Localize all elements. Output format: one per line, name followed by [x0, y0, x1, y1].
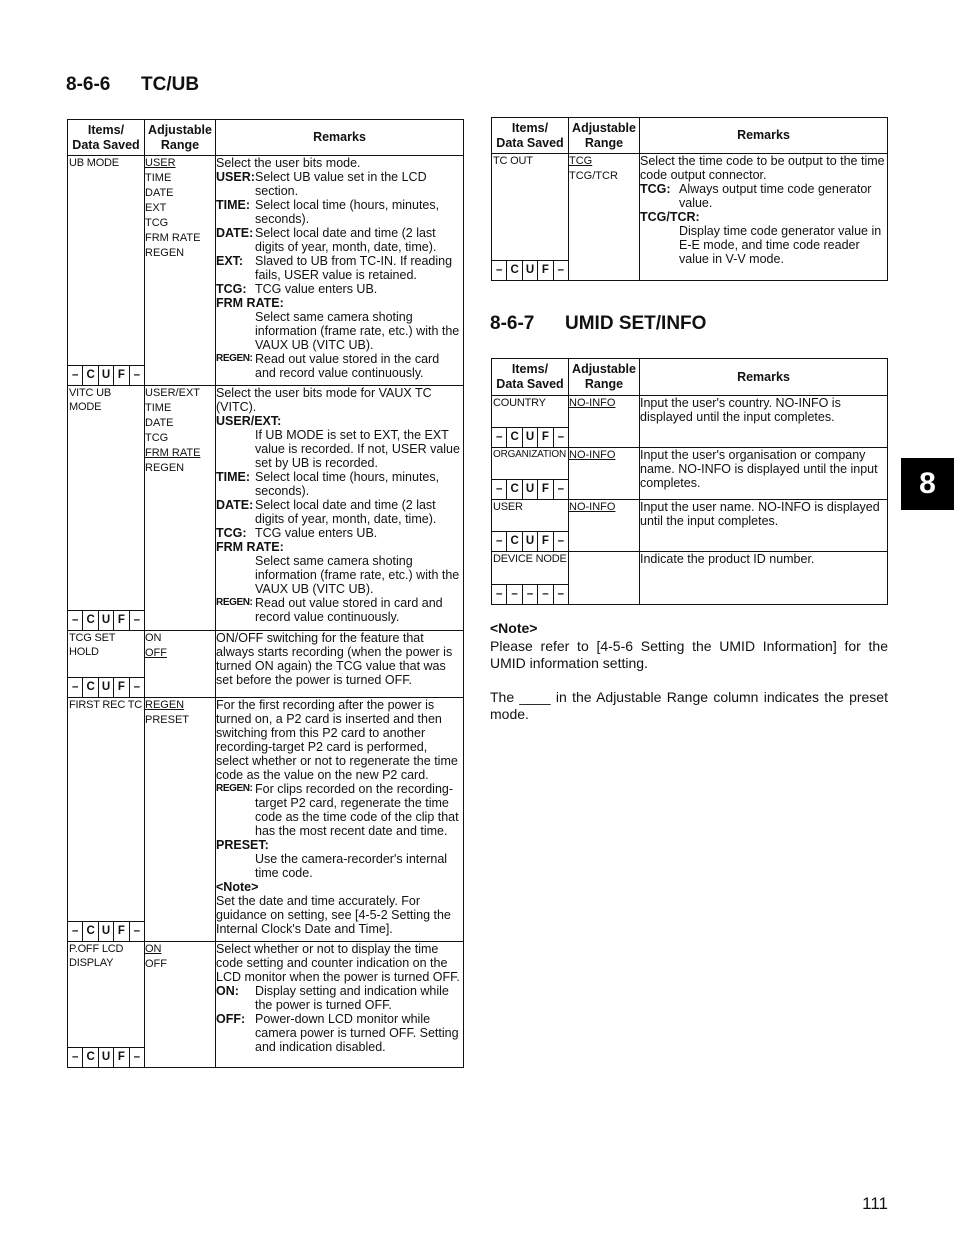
item-organization: ORGANIZATION — [493, 449, 566, 460]
item-vitc-ub-mode: VITC UB MODE — [69, 387, 111, 413]
cuf-indicator: – C U F – — [492, 531, 568, 551]
range-cell: NO-INFO — [569, 448, 640, 500]
table-row — [68, 698, 464, 942]
remarks-cell: Select whether or not to display the time code setting and counter indication on the LCD monitor when the power is turned OFF. ON: Display setting and indication while the power is turned OFF. OFF: Power-down LCD monitor while camera power is turned OFF. Setting and indication disabled. — [216, 942, 464, 1068]
header-items: Items/ Data Saved — [492, 359, 569, 396]
remarks-cell: Select the user bits mode for VAUX TC (VITC). USER/EXT: If UB MODE is set to EXT, the EXT value is recorded. If not, USER value set by UB is recorded. TIME: Select local time (hours, minutes, seconds). DATE: Select local date and time (2 last digits of year, month, date, time). TCG: TCG value enters UB. FRM RATE: Select same camera shoting information (frame rate, etc.) with the VAUX UB (VITC UB). REGEN: Read out value stored in card and record value continuously. — [216, 386, 464, 631]
table-row — [68, 631, 464, 698]
table-row — [492, 500, 888, 552]
range-cell: NO-INFO — [569, 500, 640, 552]
header-items: Items/ Data Saved — [492, 118, 569, 154]
range-cell: USER/EXT TIME DATE TCG FRM RATE REGEN — [145, 386, 216, 631]
item-cell — [68, 386, 145, 631]
header-remarks: Remarks — [216, 120, 464, 156]
cuf-indicator: – – – – – — [492, 584, 568, 604]
remarks-cell: Input the user name. NO-INFO is displayed until the input completes. — [640, 500, 888, 552]
header-remarks: Remarks — [640, 359, 888, 396]
item-tc-out: TC OUT — [493, 155, 533, 167]
note-block — [490, 620, 888, 723]
remarks-cell: For the first recording after the power is turned on, a P2 card is inserted and then switching from this P2 card to another recording-target P2 card is performed, select whether or not to regenerate the time code as the value on the new P2 card. REGEN: For clips recorded on the recording-target P2 card, regenerate the time code as the time code of the clip that has the most recent date and time. PRESET: Use the camera-recorder's internal time code. <Note> Set the date and time accurately. For guidance on setting, see [4-5-2 Setting the Internal Clock's Date and Time]. — [216, 698, 464, 942]
item-cell — [68, 631, 145, 698]
table-row — [492, 552, 888, 605]
cuf-indicator: – C U F – — [68, 921, 144, 941]
remarks-cell: Select the user bits mode. USER: Select UB value set in the LCD section. TIME: Select local time (hours, minutes, seconds). DATE: Select local date and time (2 last digits of year, month, date, time). EXT: Slaved to UB from TC-IN. If reading fails, USER value is retained. TCG: TCG value enters UB. FRM RATE: Select same camera shoting information (frame rate, etc.) with the VAUX UB (VITC UB). REGEN: Read out value stored in the card and record value continuously. — [216, 156, 464, 386]
remarks-cell: ON/OFF switching for the feature that always starts recording (when the power is turned ON again) the TCG value that was set before the power is turned OFF. — [216, 631, 464, 698]
header-range: Adjustable Range — [569, 118, 640, 154]
range-cell: ON OFF — [145, 942, 216, 1068]
table-row — [68, 156, 464, 386]
table-row — [492, 448, 888, 500]
remarks-cell: Select the time code to be output to the time code output connector. TCG: Always output time code generator value. TCG/TCR: Display time code generator value in E-E mode, and time code reader value in V-V mode. — [640, 154, 888, 281]
cuf-indicator: – C U F – — [492, 479, 568, 499]
table-header-row — [492, 118, 888, 154]
range-cell — [569, 552, 640, 605]
remarks-cell: Indicate the product ID number. — [640, 552, 888, 605]
table-row — [68, 942, 464, 1068]
item-ub-mode: UB MODE — [69, 157, 119, 169]
header-range: Adjustable Range — [145, 120, 216, 156]
cuf-indicator: – C U F – — [68, 365, 144, 385]
table-row — [492, 154, 888, 281]
section-heading-umid: 8-6-7 UMID SET/INFO — [490, 313, 707, 334]
cuf-indicator: – C U F – — [68, 610, 144, 630]
item-device-node: DEVICE NODE — [493, 553, 567, 565]
item-cell — [68, 942, 145, 1068]
item-cell — [492, 500, 569, 552]
section-heading-tcub: 8-6-6 TC/UB — [66, 74, 200, 95]
item-user: USER — [493, 501, 523, 513]
table-header-row — [492, 359, 888, 396]
note-paragraph-preset: The ____ in the Adjustable Range column indicates the preset mode. — [490, 689, 888, 722]
item-cell — [68, 698, 145, 942]
range-cell: REGEN PRESET — [145, 698, 216, 942]
chapter-tab: 8 — [901, 458, 954, 510]
table-header-row — [68, 120, 464, 156]
cuf-indicator: – C U F – — [492, 427, 568, 447]
item-first-rec-tc: FIRST REC TC — [69, 699, 142, 711]
header-remarks: Remarks — [640, 118, 888, 154]
range-cell: NO-INFO — [569, 396, 640, 448]
cuf-indicator: – C U F – — [68, 1047, 144, 1067]
item-cell — [492, 552, 569, 605]
cuf-indicator: – C U F – — [68, 677, 144, 697]
item-country: COUNTRY — [493, 397, 546, 409]
range-cell: ON OFF — [145, 631, 216, 698]
tcub-table — [67, 119, 464, 1068]
item-cell — [492, 396, 569, 448]
range-cell: TCG TCG/TCR — [569, 154, 640, 281]
note-paragraph-umid: Please refer to [4-5-6 Setting the UMID Information] for the UMID information setting. — [490, 638, 888, 671]
table-row — [492, 396, 888, 448]
item-tcg-set-hold: TCG SET HOLD — [69, 632, 116, 658]
header-range: Adjustable Range — [569, 359, 640, 396]
remarks-cell: Input the user's organisation or company name. NO-INFO is displayed until the input completes. — [640, 448, 888, 500]
item-cell — [68, 156, 145, 386]
umid-table — [491, 358, 888, 605]
remarks-cell: Input the user's country. NO-INFO is displayed until the input completes. — [640, 396, 888, 448]
item-cell — [492, 448, 569, 500]
table-row — [68, 386, 464, 631]
header-items: Items/ Data Saved — [68, 120, 145, 156]
note-title: <Note> — [490, 620, 538, 636]
tcout-table — [491, 117, 888, 281]
item-cell — [492, 154, 569, 281]
page-number: 111 — [862, 1194, 888, 1213]
range-cell: USER TIME DATE EXT TCG FRM RATE REGEN — [145, 156, 216, 386]
cuf-indicator: – C U F – — [492, 260, 568, 280]
item-poff-lcd-display: P.OFF LCD DISPLAY — [69, 943, 124, 969]
